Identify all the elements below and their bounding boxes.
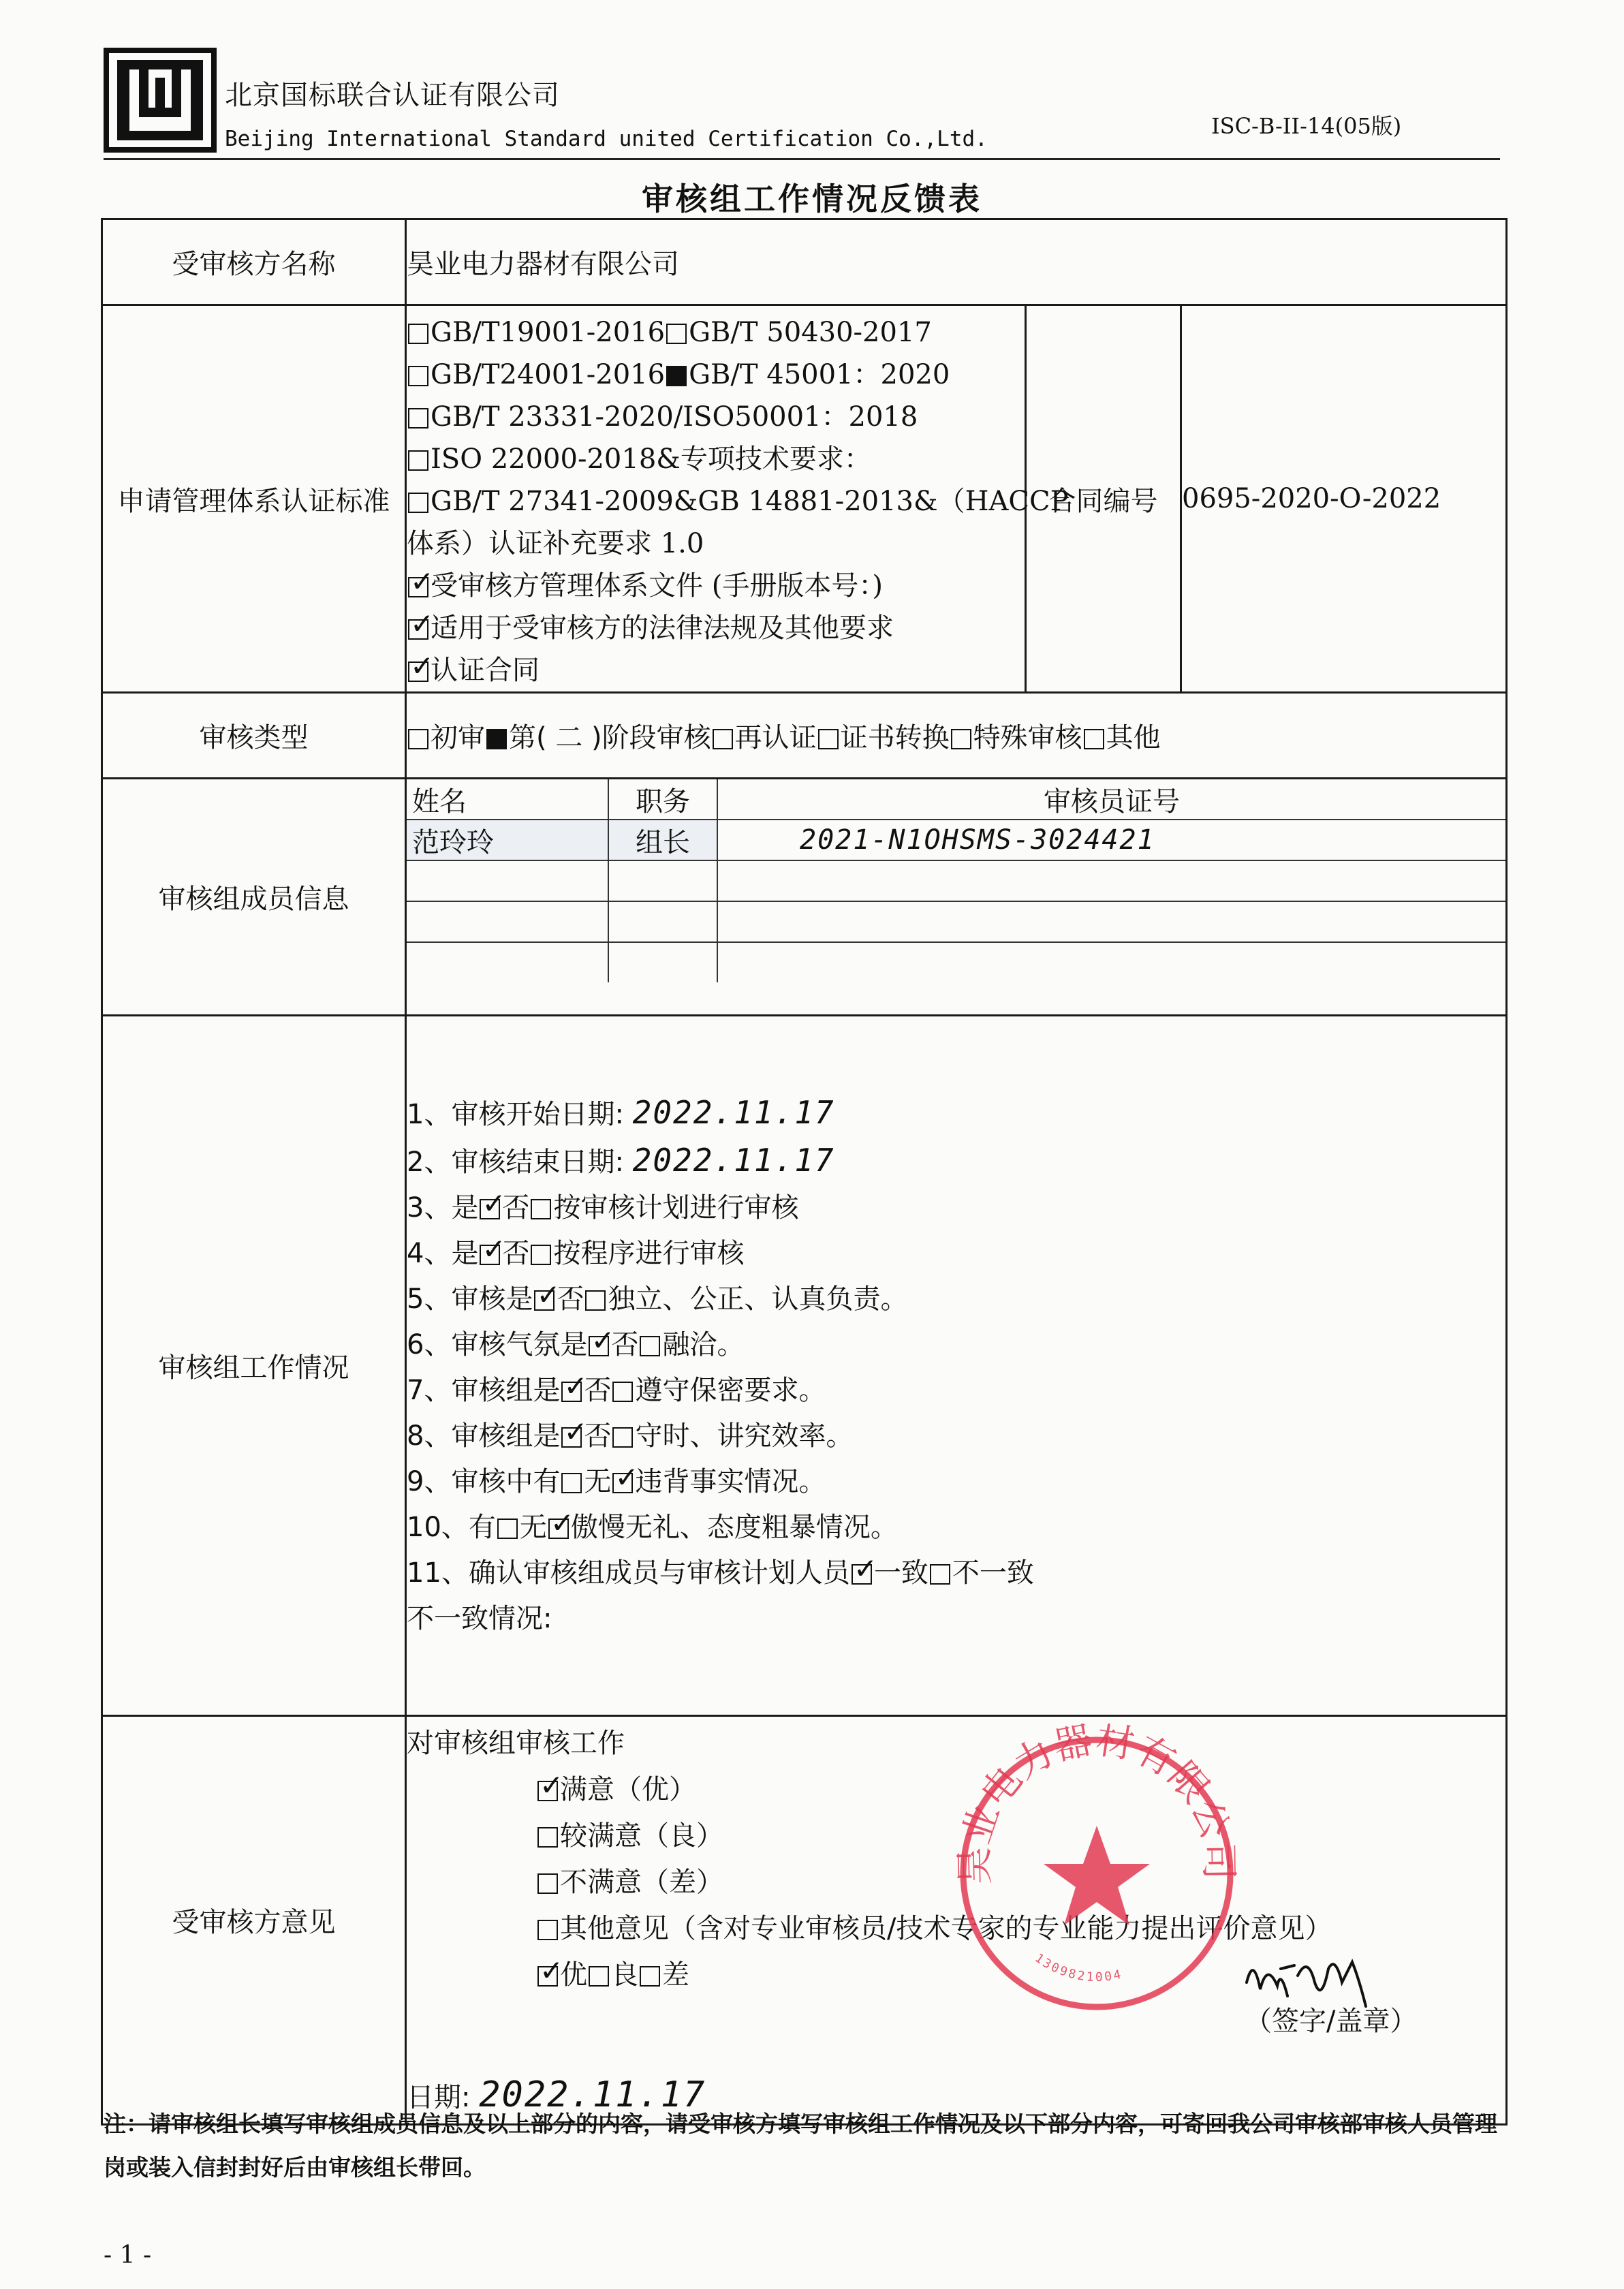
checkbox-unsatisfied[interactable] xyxy=(537,1873,558,1894)
work-item xyxy=(407,1322,1505,1368)
checkbox-other[interactable] xyxy=(1084,729,1104,749)
work-items xyxy=(406,1016,1507,1716)
checkbox-iso22000[interactable] xyxy=(408,450,428,471)
checkbox-option-a[interactable] xyxy=(480,1245,500,1265)
work-item-prefix: 10、 xyxy=(407,1511,469,1543)
checkbox-gb19001[interactable] xyxy=(408,324,428,344)
std-gb45001: GB/T 45001：2020 xyxy=(689,359,950,390)
opt-fairly-satisfied: 较满意（良） xyxy=(560,1820,723,1852)
standards-list xyxy=(406,305,1069,693)
table-row xyxy=(407,942,1505,982)
work-item-option-b: 无 xyxy=(519,1511,547,1543)
table-row xyxy=(407,901,1505,942)
checkbox-option-a[interactable] xyxy=(589,1336,609,1356)
item11-consistent: 一致 xyxy=(873,1557,928,1589)
work-label: 审核组工作情况 xyxy=(102,1016,406,1716)
work-item-prefix: 8、审核组 xyxy=(407,1420,533,1452)
work-item-option-a: 是 xyxy=(451,1192,479,1224)
opt-transfer: 证书转换 xyxy=(840,722,950,753)
std-gb23331: GB/T 23331-2020/ISO50001：2018 xyxy=(431,401,918,433)
opt-initial: 初审 xyxy=(431,722,485,753)
std-gb27341: GB/T 27341-2009&GB 14881-2013&（HACCP xyxy=(431,486,1069,517)
checkbox-manual[interactable] xyxy=(408,577,428,597)
document-title: 审核组工作情况反馈表 xyxy=(642,181,982,217)
handwritten-signature xyxy=(1240,1942,1376,2016)
members-label: 审核组成员信息 xyxy=(102,779,406,1016)
work-item-text: 傲慢无礼、态度粗暴情况。 xyxy=(570,1511,898,1543)
work-item-option-b: 否 xyxy=(502,1192,530,1224)
member-role xyxy=(608,901,717,942)
auditee-label: 受审核方名称 xyxy=(102,219,406,305)
start-date-label: 1、审核开始日期: xyxy=(407,1098,624,1130)
work-item xyxy=(407,1368,1505,1414)
opt-other-opinion: 其他意见（含对专业审核员/技术专家的专业能力提出评价意见） xyxy=(560,1912,1332,1944)
work-item-11 xyxy=(407,1551,1505,1596)
opt-stage-pre: 第( xyxy=(509,722,547,753)
table-row xyxy=(407,860,1505,901)
work-item-text: 融洽。 xyxy=(662,1328,745,1360)
work-item-text: 违背事实情况。 xyxy=(635,1465,826,1497)
auditee-row xyxy=(102,219,1507,305)
work-item-option-b: 否 xyxy=(502,1237,530,1269)
checkbox-option-a[interactable] xyxy=(480,1199,500,1219)
opt-unsatisfied: 不满意（差） xyxy=(560,1866,723,1898)
form-number: ISC-B-II-14(05版) xyxy=(1211,113,1402,139)
opinion-intro: 对审核组审核工作 xyxy=(407,1727,625,1759)
work-item-option-b: 否 xyxy=(557,1283,584,1315)
col-header-cert: 审核员证号 xyxy=(717,779,1505,820)
checkbox-option-a[interactable] xyxy=(561,1382,582,1402)
svg-text:昊业电力器材有限公司: 昊业电力器材有限公司 xyxy=(952,1724,1241,1886)
member-name: 范玲玲 xyxy=(407,820,608,860)
standards-row xyxy=(102,305,1507,693)
work-item-prefix: 5、审核 xyxy=(407,1283,506,1315)
checkbox-grade-good[interactable] xyxy=(589,1966,609,1987)
checkbox-stage[interactable] xyxy=(486,729,507,749)
checkbox-initial[interactable] xyxy=(408,729,428,749)
std-manual: 受审核方管理体系文件 (手册版本号：) xyxy=(431,570,883,602)
checkbox-option-a[interactable] xyxy=(561,1473,582,1493)
work-item-option-a: 是 xyxy=(533,1420,561,1452)
work-item-option-b: 否 xyxy=(584,1374,612,1406)
checkbox-option-b[interactable] xyxy=(612,1382,633,1402)
work-item-prefix: 9、审核中 xyxy=(407,1465,533,1497)
work-item-option-a: 是 xyxy=(560,1328,588,1360)
checkbox-satisfied[interactable] xyxy=(537,1781,558,1801)
work-item-prefix: 6、审核气氛 xyxy=(407,1328,561,1360)
contract-no-label: 合同编号 xyxy=(1026,305,1181,693)
opt-other: 其他 xyxy=(1106,722,1161,753)
checkbox-recert[interactable] xyxy=(713,729,733,749)
inconsistency-label: 不一致情况: xyxy=(407,1602,552,1634)
item11-inconsistent: 不一致 xyxy=(952,1557,1034,1589)
member-cert-no xyxy=(717,901,1505,942)
end-date-value[interactable]: 2022.11.17 xyxy=(632,1141,835,1179)
checkbox-grade-excellent[interactable] xyxy=(537,1966,558,1987)
contract-no-value: 0695-2020-O-2022 xyxy=(1181,305,1507,693)
checkbox-gb27341[interactable] xyxy=(408,493,428,513)
work-item xyxy=(407,1414,1505,1459)
checkbox-contract[interactable] xyxy=(408,661,428,682)
audit-type-row xyxy=(102,693,1507,779)
start-date-value[interactable]: 2022.11.17 xyxy=(632,1093,835,1131)
std-laws: 适用于受审核方的法律法规及其他要求 xyxy=(431,612,894,644)
footer-note: 注：请审核组长填写审核组成员信息及以上部分的内容，请受审核方填写审核组工作情况及以下部分内容，可寄回我公司审核部审核人员管理岗或装入信封封好后由审核组长带回。 xyxy=(104,2111,1497,2181)
grade-poor: 差 xyxy=(662,1959,689,1991)
opinion-label: 受审核方意见 xyxy=(102,1716,406,2125)
opinion-date-value[interactable]: 2022.11.17 xyxy=(479,2074,706,2115)
checkbox-gb23331[interactable] xyxy=(408,408,428,429)
checkbox-gb50430[interactable] xyxy=(666,324,687,344)
opt-recert: 再认证 xyxy=(734,722,817,753)
company-seal xyxy=(947,1724,1247,2023)
std-gb24001: GB/T24001-2016 xyxy=(431,359,666,390)
work-item-text: 按程序进行审核 xyxy=(553,1237,745,1269)
opt-stage-num: 二 xyxy=(555,722,583,753)
member-name xyxy=(407,942,608,982)
opt-satisfied: 满意（优） xyxy=(560,1773,696,1805)
col-header-name: 姓名 xyxy=(407,779,608,820)
auditee-value: 昊业电力器材有限公司 xyxy=(406,219,1507,305)
checkbox-option-a[interactable] xyxy=(497,1519,518,1539)
checkbox-option-b[interactable] xyxy=(640,1336,660,1356)
work-item xyxy=(407,1459,1505,1505)
std-gb50430: GB/T 50430-2017 xyxy=(689,317,932,348)
opt-special: 特殊审核 xyxy=(973,722,1082,753)
member-role xyxy=(608,942,717,982)
work-item-text: 遵守保密要求。 xyxy=(635,1374,826,1406)
std-contract: 认证合同 xyxy=(431,655,540,686)
item11-text: 11、确认审核组成员与审核计划人员 xyxy=(407,1557,850,1589)
work-item-prefix: 7、审核组 xyxy=(407,1374,533,1406)
audit-type-options xyxy=(406,693,1507,779)
feedback-form-table xyxy=(101,218,1508,2126)
member-name xyxy=(407,860,608,901)
member-role: 组长 xyxy=(608,820,717,860)
work-check-items xyxy=(407,1185,1505,1551)
company-logo xyxy=(104,48,217,153)
company-name-en: Beijing International Standard united Certification Co.,Ltd. xyxy=(225,127,988,151)
checkbox-option-a[interactable] xyxy=(561,1427,582,1448)
checkbox-special[interactable] xyxy=(951,729,971,749)
work-item-text: 按审核计划进行审核 xyxy=(553,1192,799,1224)
opinion-row xyxy=(102,1716,1507,2125)
table-row xyxy=(407,820,1505,860)
members-table xyxy=(407,779,1505,982)
work-item-text: 守时、讲究效率。 xyxy=(635,1420,854,1452)
checkbox-option-b[interactable] xyxy=(612,1427,633,1448)
checkbox-option-b[interactable] xyxy=(585,1290,606,1311)
members-cell xyxy=(406,779,1507,1016)
header-divider xyxy=(104,158,1500,160)
work-item-option-a: 有 xyxy=(533,1465,561,1497)
checkbox-consistent[interactable] xyxy=(852,1564,872,1585)
checkbox-option-b[interactable] xyxy=(612,1473,633,1493)
checkbox-option-a[interactable] xyxy=(534,1290,555,1311)
svg-text:1309821004: 1309821004 xyxy=(1032,1950,1125,1985)
work-item xyxy=(407,1231,1505,1277)
work-item-option-a: 是 xyxy=(451,1237,479,1269)
col-header-role: 职务 xyxy=(608,779,717,820)
members-row xyxy=(102,779,1507,1016)
work-item-text: 独立、公正、认真负责。 xyxy=(608,1283,908,1315)
std-haccp-cont: 体系）认证补充要求 1.0 xyxy=(407,528,704,559)
work-item-option-b: 否 xyxy=(584,1420,612,1452)
work-item-option-a: 有 xyxy=(468,1511,496,1543)
grade-excellent: 优 xyxy=(560,1959,587,1991)
member-cert-no xyxy=(717,860,1505,901)
work-item-option-b: 无 xyxy=(584,1465,612,1497)
members-header-row xyxy=(407,779,1505,820)
member-cert-no: 2021-N1OHSMS-3024421 xyxy=(717,820,1505,860)
work-item-option-a: 是 xyxy=(505,1283,533,1315)
std-gb19001: GB/T19001-2016 xyxy=(431,317,666,348)
checkbox-grade-poor[interactable] xyxy=(640,1966,660,1987)
work-item xyxy=(407,1505,1505,1551)
work-item-option-b: 否 xyxy=(611,1328,639,1360)
sign-label: （签字/盖章） xyxy=(1245,2005,1418,2037)
opt-stage-post: )阶段审核 xyxy=(591,722,711,753)
checkbox-gb24001[interactable] xyxy=(408,366,428,386)
checkbox-gb45001[interactable] xyxy=(666,366,687,386)
standards-label: 申请管理体系认证标准 xyxy=(102,305,406,693)
checkbox-option-b[interactable] xyxy=(548,1519,569,1539)
grade-good: 良 xyxy=(611,1959,638,1991)
work-item-prefix: 4、 xyxy=(407,1237,452,1269)
work-row xyxy=(102,1016,1507,1716)
end-date-label: 2、审核结束日期: xyxy=(407,1146,624,1178)
page-number: - 1 - xyxy=(104,2241,152,2269)
member-cert-no xyxy=(717,942,1505,982)
work-item xyxy=(407,1277,1505,1322)
checkbox-option-b[interactable] xyxy=(531,1199,551,1219)
work-item-option-a: 是 xyxy=(533,1374,561,1406)
std-iso22000: ISO 22000-2018&专项技术要求： xyxy=(431,443,871,475)
checkbox-other-opinion[interactable] xyxy=(537,1920,558,1940)
checkbox-laws[interactable] xyxy=(408,619,428,640)
member-role xyxy=(608,860,717,901)
checkbox-option-b[interactable] xyxy=(531,1245,551,1265)
member-name xyxy=(407,901,608,942)
company-name-cn: 北京国标联合认证有限公司 xyxy=(225,80,560,111)
checkbox-transfer[interactable] xyxy=(818,729,839,749)
opinion-date-label: 日期: xyxy=(407,2081,471,2113)
checkbox-inconsistent[interactable] xyxy=(930,1564,950,1585)
checkbox-fairly-satisfied[interactable] xyxy=(537,1827,558,1848)
work-item-prefix: 3、 xyxy=(407,1192,452,1224)
work-item xyxy=(407,1185,1505,1231)
audit-type-label: 审核类型 xyxy=(102,693,406,779)
